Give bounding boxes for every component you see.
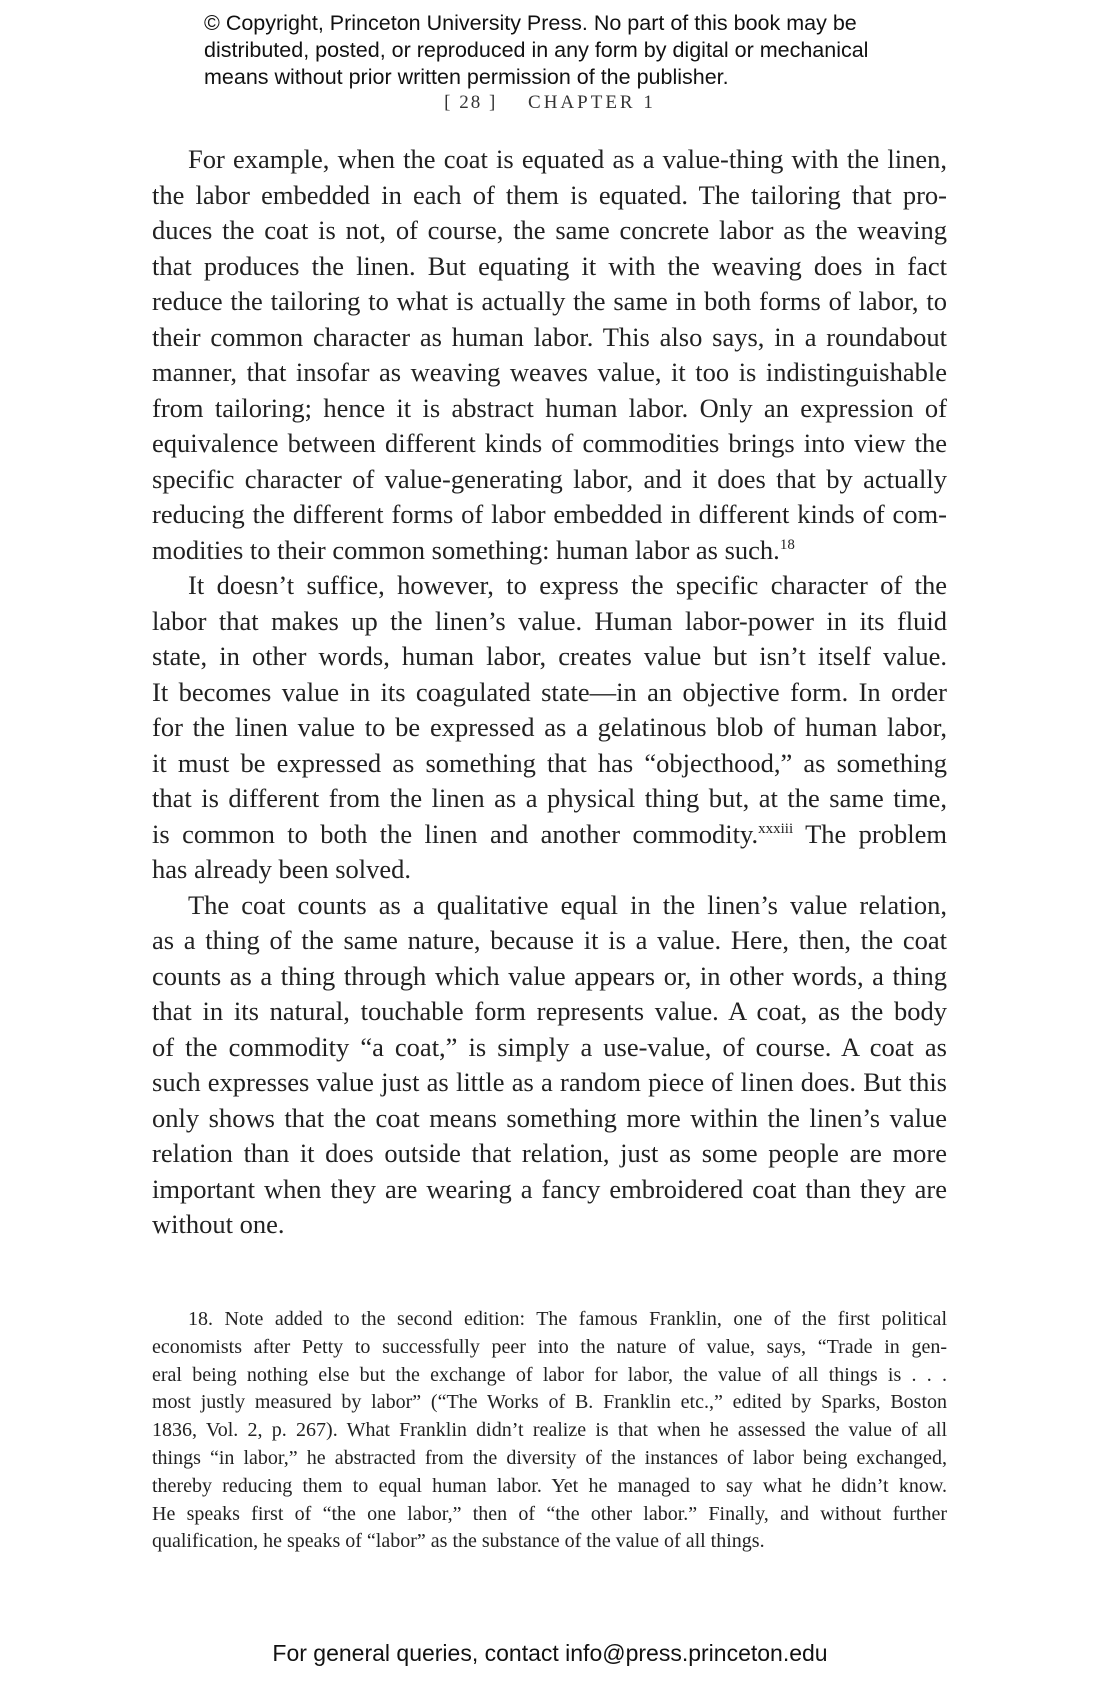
footnote-line: thereby reducing them to equal human labor. Yet he managed to say what he didn’t know. [152,1474,947,1497]
text-line: as a thing of the same nature, because it is a value. Here, then, the coat [152,925,947,955]
text-line: relation than it does outside that relation, just as some people are more [152,1138,947,1168]
text-line: for the linen value to be expressed as a gelatinous blob of human labor, [152,712,947,742]
footer-contact: For general queries, contact info@press.princeton.edu [272,1640,828,1666]
text-line: their common character as human labor. This also says, in a roundabout [152,321,947,352]
text-line [152,533,947,569]
text-line: has already been solved. [152,854,412,884]
notice-line: distributed, posted, or reproduced in any form by digital or mechanical [204,38,869,62]
text-line: The coat counts as a qualitative equal in the linen’s value relation, [188,889,947,920]
text-line: of the commodity “a coat,” is simply a use-value, of course. A coat as [152,1031,947,1062]
copyright-notice [204,10,964,91]
text-line: manner, that insofar as weaving weaves value, it too is indistinguishable [152,357,947,387]
text-line: specific character of value-generating labor, and it does that by actually [152,463,947,494]
text-line: from tailoring; hence it is abstract human labor. Only an expression of [152,392,947,423]
text-line: It becomes value in its coagulated state—in an objective form. In order [152,676,947,707]
page-number: [ 28 ] [444,92,498,113]
text-line: equivalence between different kinds of commodities brings into view the [152,428,947,458]
text-line: that in its natural, touchable form represents value. A coat, as the body [152,996,947,1026]
text-line: reduce the tailoring to what is actually the same in both forms of labor, to [152,286,947,316]
text-line: it must be expressed as something that has “objecthood,” as something [152,747,947,778]
footnote-line: things “in labor,” he abstracted from the diversity of the instances of labor being exchanged, [152,1446,947,1469]
text-line: state, in other words, human labor, creates value but isn’t itself value. [152,641,947,671]
footnote-line: most justly measured by labor” (“The Works of B. Franklin etc.,” edited by Sparks, Boston [152,1391,947,1414]
text-line: For example, when the coat is equated as a value-thing with the linen, [188,144,947,174]
chapter-title: CHAPTER 1 [528,92,656,113]
text-line: the labor embedded in each of them is equated. The tailoring that pro- [152,179,947,210]
text-fragment: is common to both the linen and another commodity. [152,818,759,849]
notice-line: means without prior written permission of the publisher. [204,65,729,89]
endnote-ref-xxxiii[interactable]: xxxiii [758,820,794,837]
text-fragment: The problem [793,818,947,849]
running-head [0,92,1100,114]
footnote-block [152,1306,947,1556]
text-line: only shows that the coat means something more within the linen’s value [152,1102,947,1133]
footnote-line: eral being nothing else but the exchange of labor for labor, the value of all things is . . . [152,1363,947,1386]
text-line: duces the coat is not, of course, the same concrete labor as the weaving [152,215,947,245]
text-line: that produces the linen. But equating it with the weaving does in fact [152,250,947,281]
text-line: without one. [152,1209,285,1239]
text-line: reducing the different forms of labor embedded in different kinds of com- [152,499,947,529]
footnote-line: He speaks first of “the one labor,” then of “the other labor.” Finally, and without further [152,1502,947,1525]
footnote-line: 1836, Vol. 2, p. 267). What Franklin didn’t realize is that when he assessed the value of all [152,1419,947,1442]
footnote-line: economists after Petty to successfully peer into the nature of value, says, “Trade in gen- [152,1335,947,1358]
footnote-line: 18. Note added to the second edition: The famous Franklin, one of the first political [188,1308,947,1330]
text-line: such expresses value just as little as a random piece of linen does. But this [152,1067,947,1097]
footnote-line: qualification, he speaks of “labor” as the substance of the value of all things. [152,1530,765,1553]
main-text [152,142,947,1243]
text-line: that is different from the linen as a physical thing but, at the same time, [152,783,947,813]
text-fragment: modities to their common something: human labor as such. [152,534,780,565]
text-line: counts as a thing through which value appears or, in other words, a thing [152,960,947,991]
text-line: It doesn’t suffice, however, to express the specific character of the [188,570,947,600]
footnote-ref-18[interactable]: 18 [779,536,795,553]
text-line: labor that makes up the linen’s value. Human labor-power in its fluid [152,605,947,636]
text-line [152,817,947,853]
notice-line: © Copyright, Princeton University Press. No part of this book may be [204,11,857,35]
text-line: important when they are wearing a fancy embroidered coat than they are [152,1173,947,1204]
